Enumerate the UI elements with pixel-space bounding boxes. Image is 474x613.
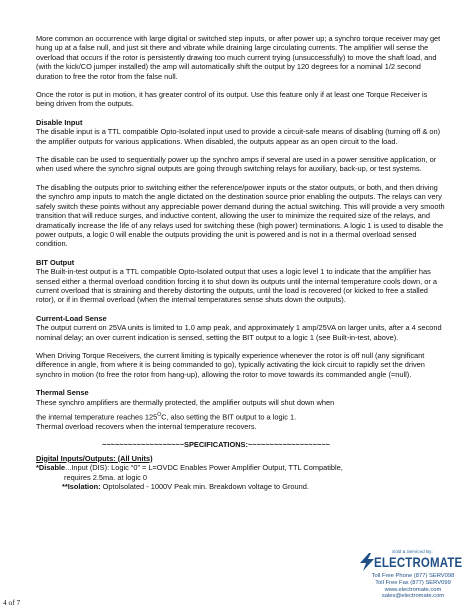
disable-paragraph-3: The disabling the outputs prior to switching either the reference/power inputs or the stator outputs, or both, and then driving the synchro amp inputs to match the angle dictated on the destination source prior enabling the outputs. The relays can very safely switch these points without any appreciable power demand during the actual switching. This will provide a very smooth transition that will reduce surges, and inductive content, allowing the user to minimize the required size of the relays, and dramatically increase the life of any relays used for switching these (high power) terminations. A logic 1 is used to disable the power outputs, a logic 0 will enable the outputs providing the unit is powered and is not in a thermal overload sensed condition.	[36, 182, 445, 249]
thermal-text-a: the internal temperature reaches 125	[36, 412, 158, 422]
thermal-paragraph-1: These synchro amplifiers are thermally protected, the amplifier outputs will shut down when	[36, 397, 335, 407]
website-link[interactable]: www.electromate.com	[384, 586, 442, 593]
digital-io-heading: Digital Inputs/Outputs: (All Units)	[36, 453, 153, 463]
disable-spec-line	[36, 463, 446, 472]
isolation-spec-label: **Isolation:	[62, 481, 101, 491]
disable-spec-continuation: requires 2.5ma. at logic 0	[64, 472, 147, 482]
disable-spec-text: ...Input (DIS): Logic “0” = L=OVDC Enables Power Amplifier Output, TTL Compatible,	[65, 463, 343, 473]
current-paragraph-2: When Driving Torque Receivers, the current limiting is typically experience whenever the rotor is off null (any significant difference in angle, from where it is being commanded to go), typically activating the kick circuit to rapidly set the driven synchro in motion (to free the rotor from hang-up), allowing the rotor to move towards its commanded angle (=null).	[36, 350, 425, 379]
isolation-spec-text: Optolsolated - 1000V Peak min. Breakdown voltage to Ground.	[100, 481, 309, 491]
degree-symbol: O	[157, 412, 162, 418]
current-heading: Current-Load Sense	[36, 313, 107, 323]
intro-paragraph: More common an occurrence with large digital or switched step inputs, or after power up; a synchro torque receiver may get hung up at a false null, and just sit there and vibrate while draining large circulating currents. The amplifier will sense the overload that occurs if the rotor is persistently drawing too much current trying (unsuccessfully) to move the shaft load, and (with the kick/CO jumper installed) the amp will automatically shift the output by 120 degrees for a nominal 1/2 second duration to free the rotor from the false null.	[36, 34, 441, 81]
disable-heading: Disable Input	[36, 117, 83, 127]
disable-paragraph-1: The disable input is a TTL compatible Opto-Isolated input used to provide a circuit-safe means of disabling (turning off & on) the amplifier outputs for various applications. When disabled, the outputs appear as an open circuit to the load.	[36, 127, 441, 146]
electromate-logo	[356, 549, 470, 611]
brand-name: ELECTROMATE	[374, 554, 463, 570]
fax-line: Toll Free Fax (877) SERV099	[375, 579, 451, 586]
thermal-paragraph-2	[36, 411, 446, 422]
current-paragraph-1: The output current on 25VA units is limited to 1.0 amp peak, and approximately 1 amp/25VA on larger units, after a 4 second nominal delay; an over current indication is sensed, setting the BIT output to a logic 1 (see Built-in-test, above).	[36, 323, 442, 342]
thermal-paragraph-3: Thermal overload recovers when the internal temperature recovers.	[36, 421, 257, 431]
email-link[interactable]: sales@electromate.com	[381, 593, 445, 600]
disable-spec-label: *Disable	[36, 463, 66, 473]
rotor-paragraph: Once the rotor is put in motion, it has greater control of its output. Use this feature only if at least one Torque Receiver is being driven from the outputs.	[36, 90, 428, 109]
sold-by-label: Sold & Serviced By:	[392, 549, 433, 554]
thermal-heading: Thermal Sense	[36, 388, 89, 398]
specifications-title: ~~~~~~~~~~~~~~~~~~~SPECIFICATIONS:~~~~~~~~~~~~~~~~~~~	[102, 440, 330, 450]
phone-line: Toll Free Phone (877) SERV098	[371, 573, 455, 579]
page-number: 4 of 7	[3, 598, 21, 607]
thermal-text-b: C, also setting the BIT output to a logic 1.	[161, 412, 297, 422]
bit-paragraph: The Built-in-test output is a TTL compatible Opto-Isolated output that uses a logic level 1 to indicate that the amplifier has sensed either a thermal overload condition forcing it to shut down its outputs until the internal temperature cools down, or a current overload that is straining and thereby distorting the outputs, until the load is recovered (or kicked to free a stalled rotor), or if in thermal overload (when the internal temperatures sense shuts down the outputs).	[36, 267, 437, 305]
contact-info	[356, 573, 470, 600]
bit-heading: BIT Output	[36, 257, 75, 267]
document-body	[36, 34, 446, 491]
disable-paragraph-2: The disable can be used to sequentially power up the synchro amps if several are used in a power sensitive application, or when used where the synchro signal outputs are going through switching relays for auxiliary, back-up, or test systems.	[36, 155, 437, 174]
isolation-spec-line	[36, 482, 446, 491]
